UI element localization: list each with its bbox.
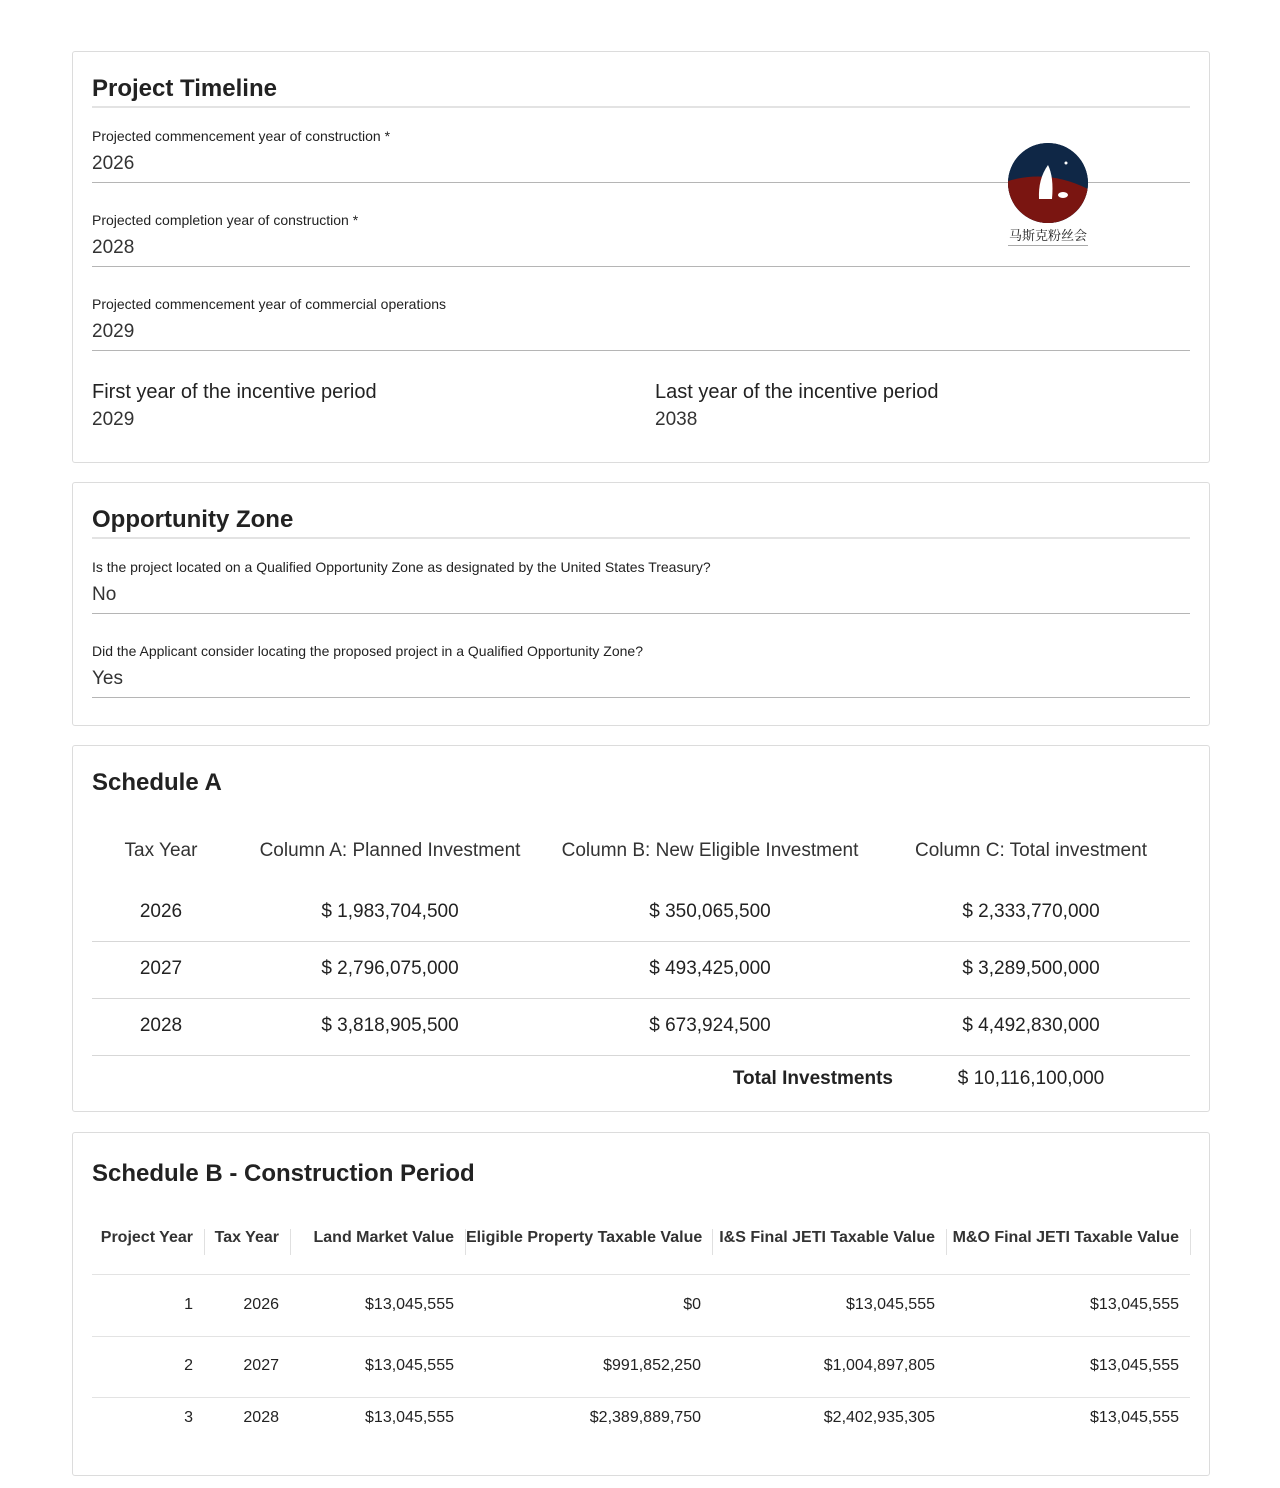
table-cell: $ 350,065,500 [649,901,771,922]
column-header-is-final-jeti: I&S Final JETI Taxable Value [719,1229,935,1246]
table-cell: 2026 [139,901,183,922]
qoz-considered-value[interactable]: Yes [92,668,123,689]
commencement-construction-value[interactable]: 2026 [92,153,135,174]
column-separator [1190,1229,1191,1255]
qoz-located-label: Is the project located on a Qualified Opportunity Zone as designated by the United States Treasury? [92,559,711,575]
table-cell: 2026 [243,1296,279,1313]
commencement-construction-label: Projected commencement year of construction * [92,128,391,144]
table-cell: $ 2,796,075,000 [321,958,459,979]
table-cell: $ 4,492,830,000 [962,1015,1100,1036]
first-year-label: First year of the incentive period [92,381,377,403]
table-cell: $ 673,924,500 [649,1015,771,1036]
table-cell: $13,045,555 [846,1296,935,1313]
last-year-value: 2038 [655,409,698,430]
table-cell: 3 [184,1409,193,1426]
schedule-b-card [72,1132,1210,1476]
completion-construction-value[interactable]: 2028 [92,237,135,258]
column-header-land-market-value: Land Market Value [313,1229,454,1246]
table-cell: 2028 [139,1015,183,1036]
table-cell: $991,852,250 [603,1357,701,1374]
table-cell: 1 [184,1296,193,1313]
column-header-planned-investment: Column A: Planned Investment [259,840,521,861]
rocket-logo-icon [1008,143,1088,223]
section-title: Schedule A [92,769,222,796]
table-cell: $13,045,555 [365,1409,454,1426]
table-cell: $2,389,889,750 [589,1409,701,1426]
table-cell: $ 2,333,770,000 [962,901,1100,922]
table-cell: $ 3,289,500,000 [962,958,1100,979]
column-header-mo-final-jeti: M&O Final JETI Taxable Value [952,1229,1179,1246]
last-year-label: Last year of the incentive period [655,381,939,403]
section-title: Schedule B - Construction Period [92,1160,475,1187]
row-divider [92,1336,1190,1337]
row-divider [92,941,1190,942]
table-cell: $ 3,818,905,500 [321,1015,459,1036]
total-investments-label: Total Investments [732,1068,893,1089]
row-divider [92,1397,1190,1398]
table-cell: $2,402,935,305 [823,1409,935,1426]
commercial-operations-label: Projected commencement year of commercial operations [92,296,447,312]
table-cell: $13,045,555 [1090,1296,1179,1313]
field-underline [92,350,1190,351]
table-cell: 2027 [243,1357,279,1374]
first-year-value: 2029 [92,409,135,430]
table-cell: 2 [184,1357,193,1374]
table-cell: $0 [683,1296,701,1313]
table-cell: 2027 [139,958,183,979]
row-divider [92,1055,1190,1056]
completion-construction-label: Projected completion year of construction * [92,212,359,228]
column-header-tax-year: Tax Year [124,840,198,861]
table-cell: $13,045,555 [365,1357,454,1374]
column-header-eligible-property-value: Eligible Property Taxable Value [466,1229,703,1246]
table-cell: $13,045,555 [1090,1409,1179,1426]
qoz-located-value[interactable]: No [92,584,117,605]
table-cell: 2028 [243,1409,279,1426]
title-divider [92,537,1190,539]
field-underline [92,613,1190,614]
qoz-considered-label: Did the Applicant consider locating the proposed project in a Qualified Opportunity Zone? [92,643,644,659]
logo-text: 马斯克粉丝会 [1008,225,1088,246]
table-cell: $13,045,555 [1090,1357,1179,1374]
schedule-a-card [72,745,1210,1112]
opportunity-zone-card [72,482,1210,726]
column-header-tax-year: Tax Year [214,1229,279,1246]
header-divider [92,1274,1190,1275]
row-divider [92,998,1190,999]
table-cell: $1,004,897,805 [823,1357,935,1374]
logo [1008,143,1088,246]
section-title: Opportunity Zone [92,506,294,533]
field-underline [92,697,1190,698]
title-divider [92,106,1190,108]
table-cell: $13,045,555 [365,1296,454,1313]
field-underline [92,266,1190,267]
table-cell: $ 1,983,704,500 [321,901,459,922]
project-timeline-card [72,51,1210,463]
section-title: Project Timeline [92,75,277,102]
commercial-operations-value[interactable]: 2029 [92,321,135,342]
table-cell: $ 493,425,000 [649,958,771,979]
column-header-project-year: Project Year [100,1229,193,1246]
column-header-total-investment: Column C: Total investment [915,840,1147,861]
column-header-new-eligible-investment: Column B: New Eligible Investment [561,840,859,861]
total-investments-value: $ 10,116,100,000 [957,1068,1105,1089]
